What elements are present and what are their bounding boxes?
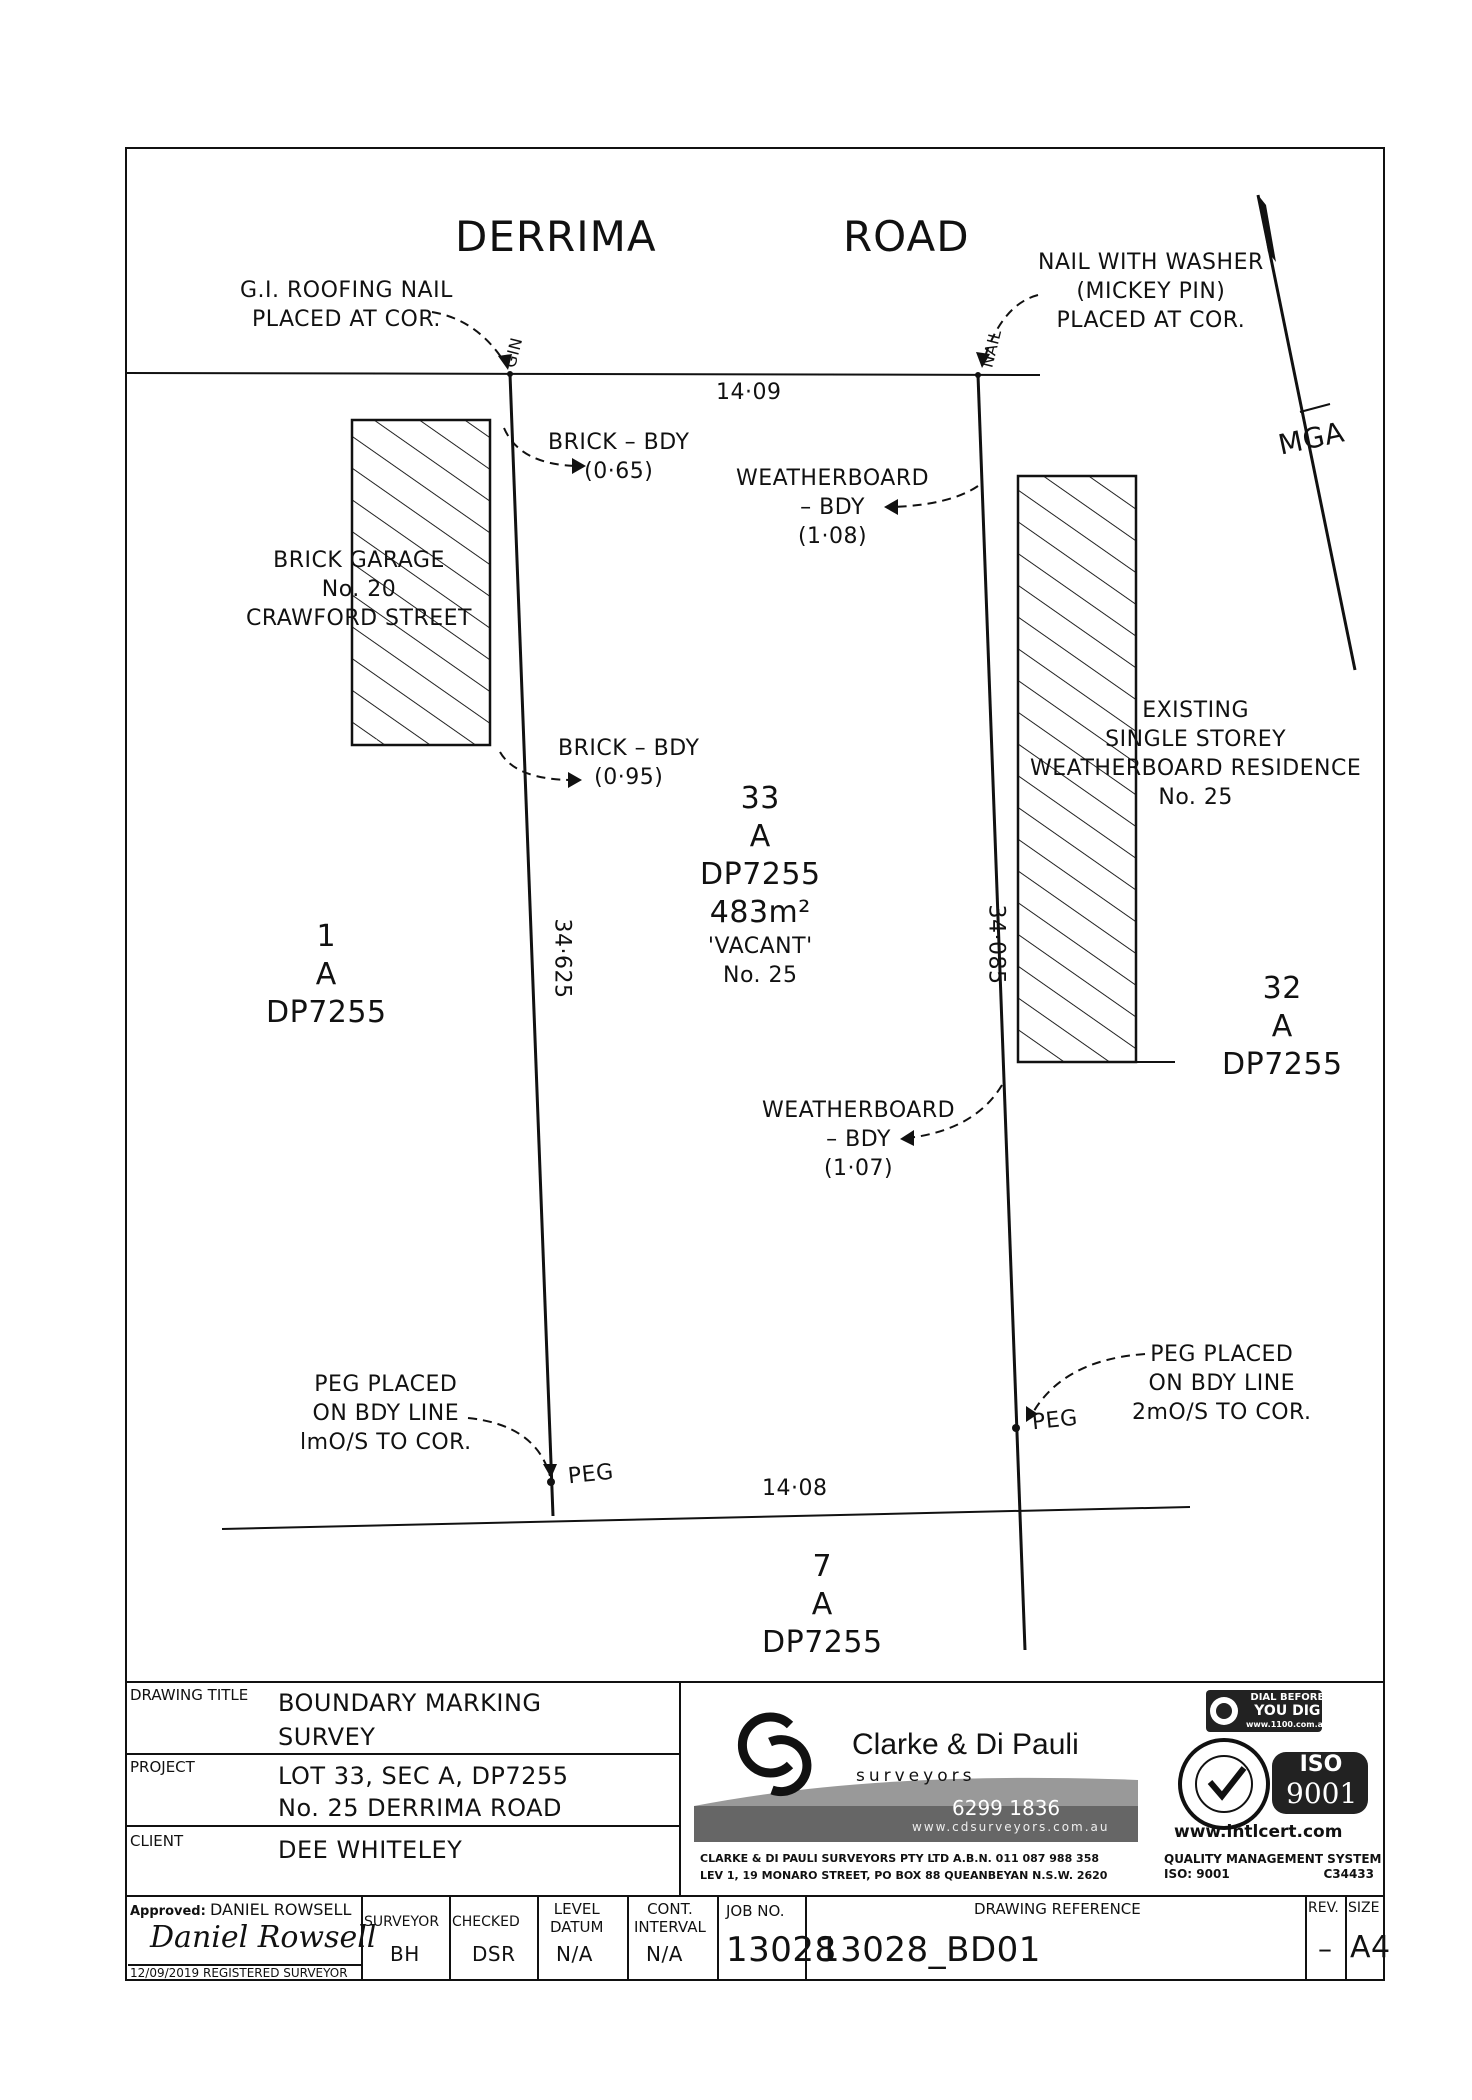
- north-label: MGA: [1275, 415, 1348, 462]
- offset-weatherboard-107: WEATHERBOARD – BDY (1·07): [762, 1098, 956, 1181]
- north-arrow-tick: [1300, 404, 1330, 412]
- road-name-road: ROAD: [843, 212, 970, 261]
- company-web: www.cdsurveyors.com.au: [912, 1820, 1110, 1834]
- signature: Daniel Rowsell: [150, 1920, 377, 1955]
- rev-label: REV.: [1308, 1900, 1339, 1916]
- level-datum: N/A: [556, 1942, 593, 1966]
- peg-sw-note: PEG PLACED ON BDY LINE lmO/S TO COR.: [300, 1372, 472, 1455]
- ne-corner-mark: NAIL: [977, 327, 1006, 370]
- iso-cert-seal: [1180, 1740, 1268, 1828]
- company-address: CLARKE & DI PAULI SURVEYORS PTY LTD A.B.N. 011 087 988 358 LEV 1, 19 MONARO STREET, PO BOX 88 QUEANBEYAN N.S.W. 2620: [700, 1852, 1108, 1882]
- nw-corner-note: G.I. ROOFING NAIL PLACED AT COR.: [240, 278, 453, 332]
- offset-brick-095: BRICK – BDY (0·95): [558, 736, 700, 790]
- level-datum-label: LEVEL DATUM: [550, 1900, 604, 1936]
- nw-corner-mark: GIN: [500, 335, 527, 370]
- southern-alignment-line: [222, 1507, 1190, 1529]
- cont-interval: N/A: [646, 1942, 683, 1966]
- offset-weatherboard-108: WEATHERBOARD – BDY (1·08): [736, 466, 930, 549]
- project-label: PROJECT: [130, 1758, 195, 1776]
- ne-corner-note: NAIL WITH WASHER (MICKEY PIN) PLACED AT COR.: [1038, 250, 1264, 333]
- corner-nw: [507, 371, 513, 377]
- drawing-title: BOUNDARY MARKING SURVEY: [278, 1689, 542, 1751]
- top-boundary-distance: 14·09: [716, 380, 782, 405]
- signed-date-registered: 12/09/2019 REGISTERED SURVEYOR: [130, 1966, 348, 1980]
- client: DEE WHITELEY: [278, 1836, 463, 1864]
- lot-south-label: 7 A DP7255: [762, 1549, 883, 1660]
- peg-sw: [547, 1478, 555, 1486]
- road-name-derrima: DERRIMA: [455, 212, 657, 261]
- surveyor-label: SURVEYOR: [364, 1914, 440, 1930]
- surveyor: BH: [390, 1942, 420, 1966]
- company-logo-mark: [742, 1717, 807, 1792]
- peg-se: [1012, 1424, 1020, 1432]
- arrowhead-peg-sw: [543, 1464, 557, 1478]
- east-boundary-distance: 34·085: [983, 904, 1009, 985]
- offset-brick-065: BRICK – BDY (0·65): [548, 430, 690, 484]
- leader-peg-sw: [468, 1418, 550, 1476]
- client-label: CLIENT: [130, 1832, 184, 1850]
- peg-se-note: PEG PLACED ON BDY LINE 2mO/S TO COR.: [1132, 1342, 1312, 1425]
- road-alignment-line: [126, 373, 1040, 375]
- iso-text: ISO 9001: [1286, 1752, 1358, 1810]
- dbyd-text: DIAL BEFORE YOU DIG www.1100.com.au: [1246, 1692, 1329, 1729]
- size: A4: [1350, 1930, 1391, 1965]
- company-name: Clarke & Di Pauli: [852, 1728, 1079, 1761]
- qms-text: QUALITY MANAGEMENT SYSTEM ISO: 9001 C34433: [1164, 1852, 1382, 1881]
- rev: –: [1318, 1932, 1333, 1965]
- company-phone: 6299 1836: [952, 1796, 1061, 1820]
- lot-east-label: 32 A DP7255: [1222, 971, 1343, 1082]
- project: LOT 33, SEC A, DP7255 No. 25 DERRIMA ROAD: [278, 1762, 569, 1822]
- lot-west-label: 1 A DP7255: [266, 919, 387, 1030]
- checked-label: CHECKED: [452, 1914, 520, 1930]
- job-no-label: JOB NO.: [726, 1902, 785, 1920]
- approved-label: Approved: DANIEL ROWSELL: [130, 1900, 352, 1919]
- cont-interval-label: CONT. INTERVAL: [634, 1900, 706, 1936]
- company-tagline: surveyors: [856, 1766, 976, 1786]
- residence-label: EXISTING SINGLE STOREY WEATHERBOARD RESIDENCE No. 25: [1030, 698, 1362, 810]
- bottom-boundary-distance: 14·08: [762, 1476, 828, 1501]
- garage-label: BRICK GARAGE No. 20 CRAWFORD STREET: [246, 548, 472, 631]
- drawing-reference-label: DRAWING REFERENCE: [974, 1900, 1141, 1918]
- subject-lot-label: 33 A DP7255 483m² 'VACANT' No. 25: [700, 781, 821, 988]
- size-label: SIZE: [1348, 1900, 1380, 1916]
- west-boundary-distance: 34·625: [549, 918, 575, 999]
- drawing-reference: 13028_BD01: [818, 1930, 1041, 1970]
- cert-web: www.intlcert.com: [1174, 1822, 1343, 1842]
- corner-ne: [975, 372, 981, 378]
- checked: DSR: [472, 1942, 516, 1966]
- peg-se-mark: PEG: [1030, 1405, 1079, 1436]
- peg-sw-mark: PEG: [566, 1459, 615, 1490]
- drawing-title-label: DRAWING TITLE: [130, 1686, 249, 1704]
- job-no: 13028: [726, 1930, 837, 1970]
